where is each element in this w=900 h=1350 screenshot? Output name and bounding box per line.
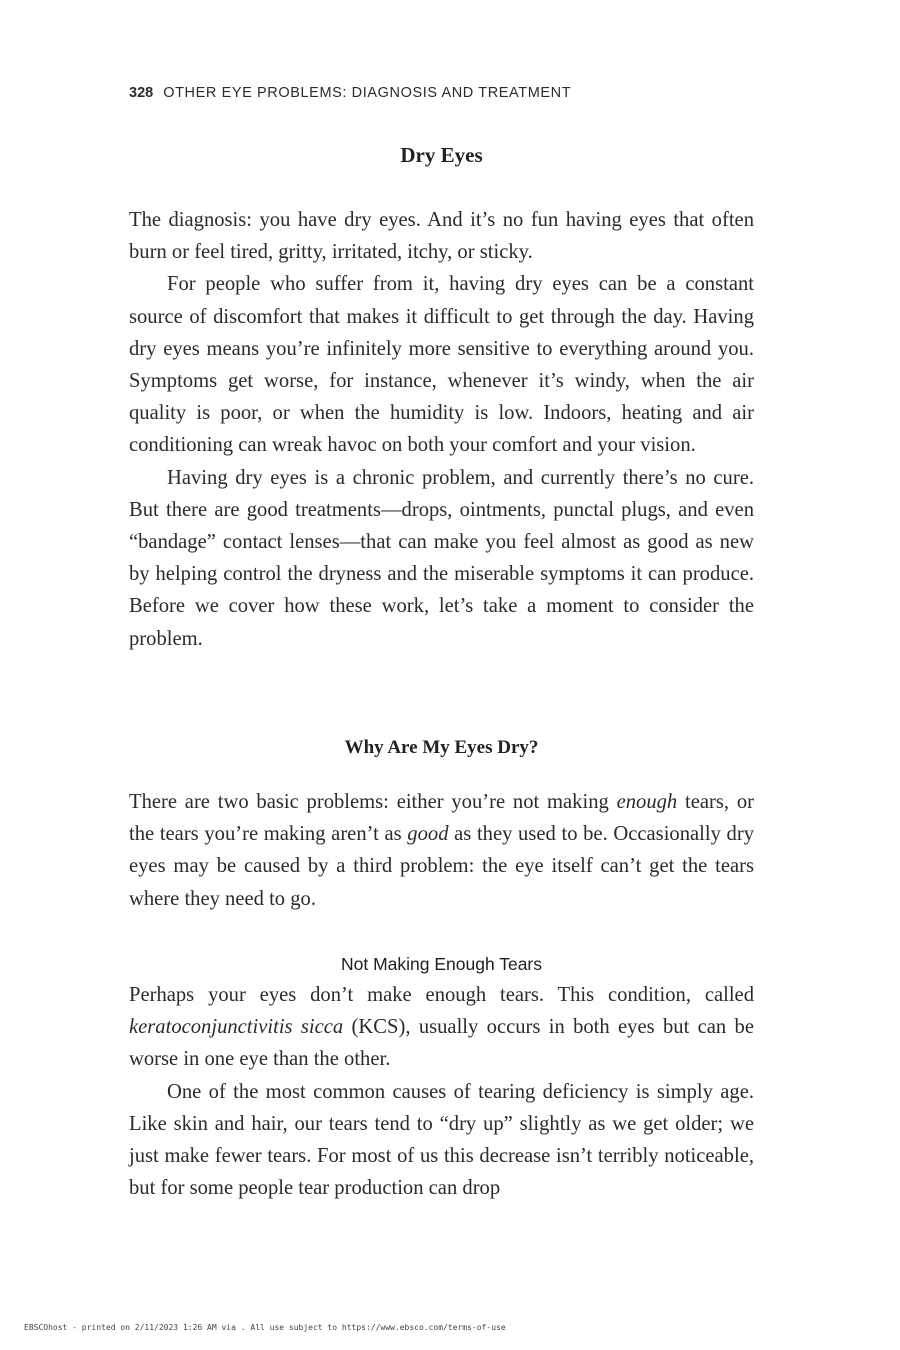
running-title: OTHER EYE PROBLEMS: DIAGNOSIS AND TREATMENT xyxy=(163,85,572,101)
text-run: tears, or the tears you’re making aren’t as xyxy=(129,791,754,846)
text-run: as they used to be. Occasionally dry eyes may be caused by a third problem: the eye itself can’t get the tears where they need to go. xyxy=(129,823,754,910)
paragraph: One of the most common causes of tearing deficiency is simply age. Like skin and hair, our tears tend to “dry up” slightly as we get older; we just make fewer tears. For most of us this decrease isn’t terribly noticeable, but for some people tear production can drop xyxy=(129,1080,754,1200)
page-number: 328 xyxy=(129,85,154,101)
paragraph: The diagnosis: you have dry eyes. And it’s no fun having eyes that often burn or feel tired, gritty, irritated, itchy, or sticky. xyxy=(129,209,754,264)
subsubsection-body xyxy=(129,979,754,1204)
paragraph xyxy=(129,979,754,1076)
section-body xyxy=(129,204,754,655)
paragraph: Having dry eyes is a chronic problem, and currently there’s no cure. But there are good treatments—drops, ointments, punctal plugs, and even “bandage” contact lenses—that can make you feel almost as good as new by helping control the dryness and the miserable symptoms it can produce. Before we cover how these work, let’s take a moment to consider the problem. xyxy=(129,466,754,650)
emphasis: good xyxy=(407,823,449,846)
text-run: (KCS), usually occurs in both eyes but can be worse in one eye than the other. xyxy=(129,1016,754,1071)
subsection-body xyxy=(129,786,754,915)
print-footer: EBSCOhost - printed on 2/11/2023 1:26 AM via . All use subject to https://www.ebsco.com/terms-of-use xyxy=(24,1323,506,1332)
running-header xyxy=(129,85,769,101)
emphasis: keratoconjunctivitis sicca xyxy=(129,1016,344,1039)
text-run: Perhaps your eyes don’t make enough tears. This condition, called xyxy=(129,984,754,1006)
emphasis: enough xyxy=(616,791,678,813)
section-title: Dry Eyes xyxy=(400,143,483,167)
subsubsection-title: Not Making Enough Tears xyxy=(340,954,543,974)
text-run: There are two basic problems: either you’re not making xyxy=(129,791,617,813)
subsection-title: Why Are My Eyes Dry? xyxy=(344,737,539,758)
paragraph xyxy=(129,786,754,915)
paragraph: For people who suffer from it, having dry eyes can be a constant source of discomfort that makes it difficult to get through the day. Having dry eyes means you’re infinitely more sensitive to everything around you. Symptoms get worse, for instance, whenever it’s windy, when the air quality is poor, or when the humidity is low. Indoors, heating and air conditioning can wreak havoc on both your comfort and your vision. xyxy=(129,273,754,457)
